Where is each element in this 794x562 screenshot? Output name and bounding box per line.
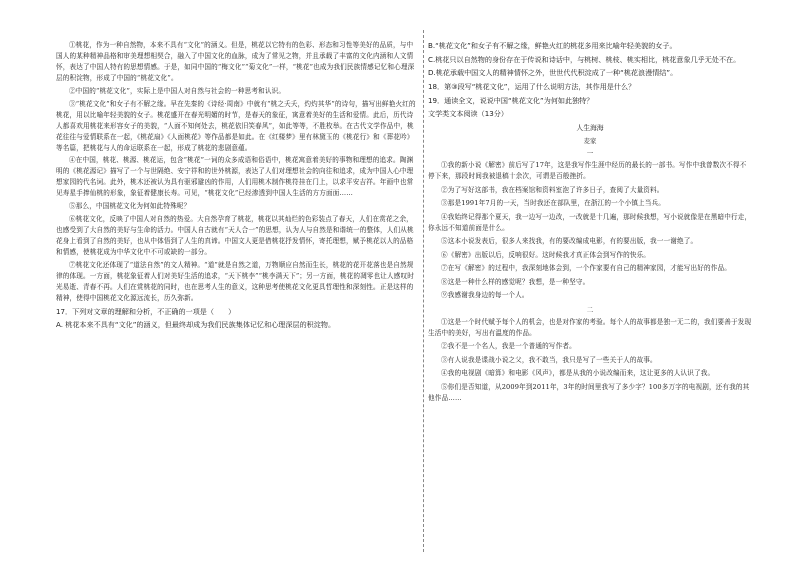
part-two-marker: 二 [586,305,594,314]
story-title: 人生海海 [576,124,604,133]
story-paragraph-2: ②为了写好这部书，我在档案馆和资料室泡了许多日子，查阅了大量资料。 [441,185,664,194]
story-author: 麦家 [583,137,597,146]
story-part2-paragraph-2: ②我不是一个名人，我是一个普通的写作者。 [441,342,576,351]
column-divider [423,30,424,552]
story-paragraph-1: ①我的新小说《解密》前后写了17年，这是我写作生涯中经历的最长的一部书。写作中我曾数次不得不停下来，那段时间我被退稿十余次，可谓是百般挫折。 [428,161,747,181]
option-a: A. 桃花本来不具有“文化”的涵义，但最终却成为我们民族集体记忆和心理深层的积淀物。 [56,320,336,330]
left-column [56,40,418,333]
option-c: C.桃花只以自然物的身份存在于传说和诗话中，与桃树、桃枝、桃实相比，桃花意象几乎无处不在。 [428,54,741,64]
question-19: 19．通读全文，说说中国“桃花文化”为何如此独特？ [428,95,594,105]
story-part2-paragraph-4: ④我的电视剧《暗算》和电影《风声》，都是从我的小说改编而来，这让更多的人认识了我。 [441,369,715,378]
story-paragraph-7: ⑦在写《解密》的过程中，我深刻地体会到，一个作家要有自己的精神家园，才能写出好的作品。 [441,264,731,273]
story-paragraph-3: ③那是1991年7月的一天，当时我还在部队里，在浙江的一个小镇上当兵。 [441,199,666,208]
question-17: 17．下列对文章的理解和分析，不正确的一项是（ ） [56,306,236,316]
story-part2-paragraph-1: ①这是一个时代赋予每个人的机会，也是对作家的考验。每个人的故事都是独一无二的，我们要善于发现生活中的美好，写出有温度的作品。 [428,317,752,337]
left-paragraph-3: ③“桃花文化”和女子有不解之缘。早在先秦的《诗经·周南》中就有“桃之夭夭，灼灼其华”的诗句，描写出鲜艳火红的桃花，用以比喻年轻美貌的女子。桃花盛开在春光明媚的时节，是春天的象征，寓意着美好的生活和爱情。此后，历代诗人都喜欢用桃花来形容女子的美貌，“人面不知何处去，桃花依旧笑春风”，如此等等，不胜枚举。在古代文学作品中，桃花往往与爱情联系在一起，《桃花扇》《人面桃花》等作品都是如此。在《红楼梦》里有林黛玉的《桃花行》和《葬花吟》等名篇，把桃花与人的命运联系在一起，形成了桃花的悲剧意蕴。 [56,99,416,152]
story-paragraph-9: ⑨我感谢我身边的每一个人。 [441,291,529,300]
left-paragraph-5: ⑤那么，中国桃花文化为何如此特殊呢？ [69,202,191,211]
option-d: D.桃花承载中国文人的精神情怀之外，世世代代积淀成了一种“桃花浪漫情结”。 [428,68,678,78]
left-paragraph-2: ②中国的“桃花文化”，实际上是中国人对自然与社会的一种思考和认识。 [69,86,286,95]
story-part2-paragraph-3: ③有人说我是谍战小说之父，我不敢当，我只是写了一些关于人的故事。 [441,355,657,364]
question-18: 18．第③段写“桃花文化”，运用了什么说明方法，其作用是什么？ [428,82,636,92]
story-paragraph-6: ⑥《解密》出版以后，反响很好。这时候我才真正体会到写作的快乐。 [441,250,651,259]
left-paragraph-4: ④在中国，桃花、桃源、桃花运，包含“桃花”一词的众多成语和俗语中，桃花寓意着美好的事物和理想的追求。陶渊明的《桃花源记》描写了一个与世隔绝、安宁祥和的世外桃源，表达了人们对理想社会的向往和追求，成为中国人心中理想家园的代名词。此外，桃木还被认为具有驱邪避凶的作用，人们用桃木制作桃符挂在门上，以求平安吉祥。年画中也常见寿星手捧仙桃的形象，象征着健康长寿。可见，“桃花文化”已经渗透到中国人生活的方方面面…… [56,156,414,198]
story-paragraph-5: ⑤这本小说发表后，很多人来找我，有的要改编成电影，有的要出版，我一一谢绝了。 [441,237,698,246]
right-column [428,40,752,406]
left-paragraph-1: ①桃花，作为一种自然物，本来不具有“文化”的涵义。但是，桃花以它特有的色彩、形态和习性等美好的品质，与中国人的某种精神品格和审美理想相契合，融入了中国文化的血脉，成为了常见之物，并且承载了丰富的文化内涵和人文情怀，表达了中国人特有的思想情感。于是，如同中国的“梅文化”“菊文化”一样，“桃花”也成为我们民族情感记忆和心理深层的积淀物，形成了中国的“桃花文化”。 [56,41,415,82]
part-one-marker: 一 [586,149,594,158]
left-paragraph-7: ⑦桃花文化还体现了“道法自然”的文人精神。“道”就是自然之道，万物顺应自然而生长，桃花的花开花落也是自然规律的体现。一方面，桃花象征着人们对美好生活的追求，“天下桃李”“桃李满天下”；另一方面，桃花的凋零也让人感叹时光易逝、青春不再。人们在赏桃花的同时，也在思考人生的意义，这种思考使桃花文化更具哲理性和深刻性。正是这样的精神，使得中国桃花文化源远流长，历久弥新。 [56,260,415,302]
left-paragraph-6: ⑥桃花文化，反映了中国人对自然的热爱。大自然孕育了桃花，桃花以其灿烂的色彩装点了春天，人们在赏花之余，也感受到了大自然的美好与生命的活力。中国人自古就有“天人合一”的思想，认为人与自然是和谐统一的整体，人们从桃花身上看到了自然的美好，也从中体悟到了人生的真谛。中国文人更是借桃花抒发情怀，寄托理想，赋予桃花以人的品格和情感，使桃花成为中华文化中不可或缺的一部分。 [56,214,414,256]
story-part2-paragraph-5: ⑤你们是否知道，从2009年到2011年，3年的时间里我写了多少字？100多万字的电视剧，还有我的其他作品…… [428,382,750,402]
option-b: B.“桃花文化”和女子有不解之缘，鲜艳火红的桃花多用来比喻年轻美貌的女子。 [428,41,677,50]
story-paragraph-4: ④我始终记得那个夏天，我一边写一边改，一改就是十几遍，那时候我想，写小说就像是在黑暗中行走，你永远不知道前面是什么。 [428,212,752,232]
story-paragraph-8: ⑧这是一种什么样的感觉呢？我想，是一种坚守。 [441,277,590,286]
section-heading: 文学类文本阅读（13分） [428,109,508,119]
